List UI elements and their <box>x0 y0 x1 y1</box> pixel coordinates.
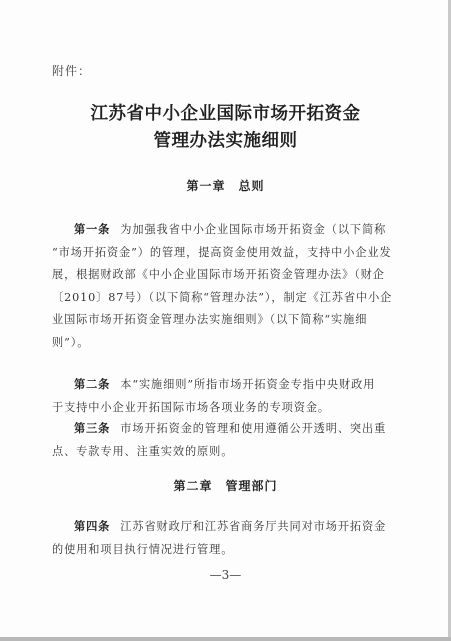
article-1-line-6: 则”）。 <box>52 335 90 349</box>
article-1-line-2: “市场开拓资金”）的管理，提高资金使用效益，支持中小企业发 <box>52 245 392 259</box>
article-2-label: 第二条 <box>74 378 111 391</box>
article-1-line-5: 业国际市场开拓资金管理办法实施细则》（以下简称“实施细 <box>52 313 368 326</box>
article-4-line-2: 的使用和项目执行情况进行管理。 <box>52 542 234 556</box>
article-4-text-1: 江苏省财政厅和江苏省商务厅共同对市场开拓资金 <box>120 520 387 533</box>
article-1-label: 第一条 <box>74 223 111 236</box>
article-1-line-1 <box>52 219 402 242</box>
article-4-label: 第四条 <box>74 520 111 533</box>
article-1-text-1: 为加强我省中小企业国际市场开拓资金（以下简称 <box>120 223 387 236</box>
article-2-line-1 <box>52 374 402 397</box>
page-number: —3— <box>209 568 242 582</box>
document-title-line-1: 江苏省中小企业国际市场开拓资金 <box>90 104 361 124</box>
article-3-label: 第三条 <box>74 422 111 435</box>
article-1-line-4: 〔2010〕87号）（以下简称“管理办法”），制定《江苏省中小企 <box>52 290 393 304</box>
article-2-text-1: 本“实施细则”所指市场开拓资金专指中央财政用 <box>120 378 376 391</box>
attachment-label: 附件： <box>52 64 92 78</box>
article-2-line-2: 于支持中小企业开拓国际市场各项业务的专项资金。 <box>52 400 331 414</box>
article-3 <box>52 418 402 463</box>
chapter-heading-2: 第二章 管理部门 <box>173 479 278 493</box>
article-1 <box>52 219 402 354</box>
article-3-line-2: 点、专款专用、注重实效的原则。 <box>52 444 234 458</box>
page-edge-shadow-bottom <box>0 637 451 641</box>
article-3-text-1: 市场开拓资金的管理和使用遵循公开透明、突出重 <box>120 422 387 435</box>
article-2 <box>52 374 402 419</box>
article-4-line-1 <box>52 516 402 539</box>
document-title-line-2: 管理办法实施细则 <box>153 131 298 151</box>
article-3-line-1 <box>52 418 402 441</box>
article-4 <box>52 516 402 561</box>
article-1-line-3: 展，根据财政部《中小企业国际市场开拓资金管理办法》（财企 <box>52 268 385 281</box>
chapter-heading-1: 第一章 总则 <box>186 179 265 193</box>
